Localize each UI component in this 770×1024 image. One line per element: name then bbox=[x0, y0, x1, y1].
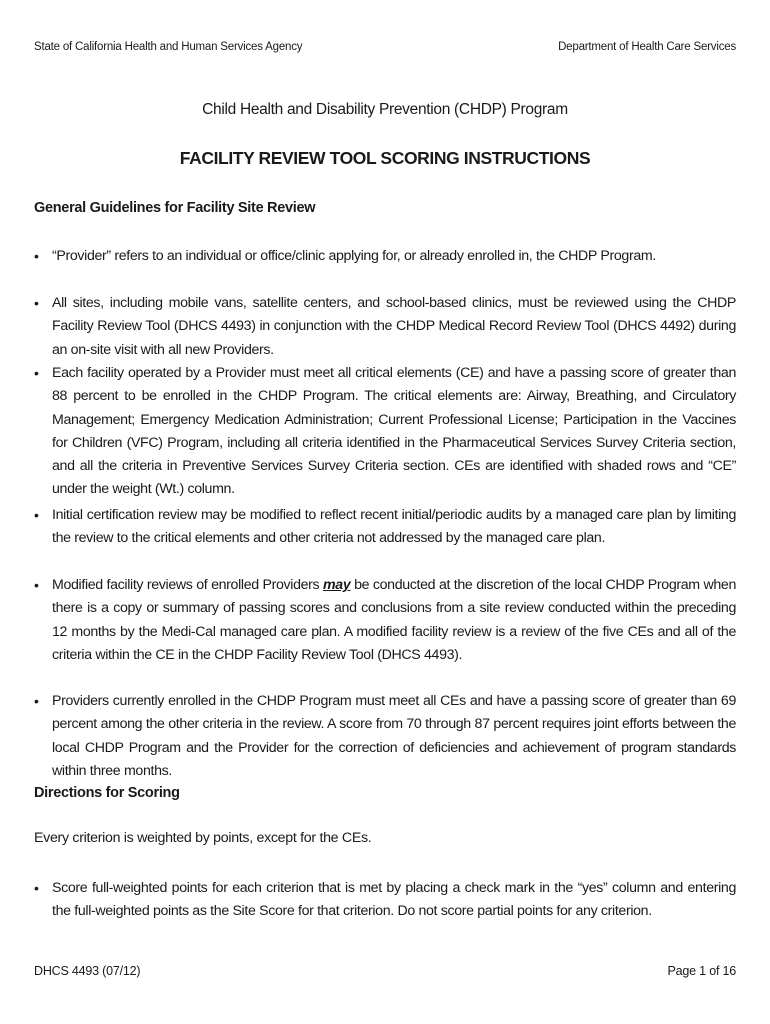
list-item-text: Each facility operated by a Provider must meet all critical elements (CE) and have a passing score of greater than 88 percent to be enrolled in the CHDP Program. The critical elements are: Airway, Breathing, and Circulatory Management; Emergency Medication Administration; Current Professional License; Participation in the Vaccines for Children (VFC) Program, including all criteria identified in the Pharmaceutical Services Survey Criteria section, and all the criteria in Preventive Services Survey Criteria section. CEs are identified with shaded rows and “CE” under the weight (Wt.) column. bbox=[52, 365, 736, 498]
list-item bbox=[34, 292, 736, 362]
department-name: Department of Health Care Services bbox=[558, 41, 736, 53]
list-item-text-before: Modified facility reviews of enrolled Providers bbox=[52, 577, 324, 593]
emphasis-may: may bbox=[323, 577, 351, 593]
list-item-text: All sites, including mobile vans, satellite centers, and school-based clinics, must be reviewed using the CHDP Facility Review Tool (DHCS 4493) in conjunction with the CHDP Medical Record Review Tool (DHCS 4492) during an on-site visit with all new Providers. bbox=[52, 295, 736, 358]
list-item bbox=[34, 504, 736, 551]
list-item-text: “Provider” refers to an individual or office/clinic applying for, or already enrolled in, the CHDP Program. bbox=[52, 248, 656, 264]
document-title: FACILITY REVIEW TOOL SCORING INSTRUCTIONS bbox=[179, 148, 591, 168]
list-item-text: Initial certification review may be modified to reflect recent initial/periodic audits by a managed care plan by limiting the review to the critical elements and other criteria not addressed by the managed care plan. bbox=[52, 507, 736, 547]
page-footer bbox=[34, 964, 736, 978]
list-item-text bbox=[52, 574, 736, 667]
scoring-intro: Every criterion is weighted by points, except for the CEs. bbox=[34, 830, 372, 846]
bullet-icon: • bbox=[34, 248, 39, 264]
list-item bbox=[34, 690, 736, 783]
list-item bbox=[34, 362, 736, 502]
bullet-icon: • bbox=[34, 880, 39, 896]
list-item-text-after: be conducted at the discretion of the local CHDP Program when there is a copy or summary of passing scores and conclusions from a site review conducted within the preceding 12 months by the Medi-Cal managed care plan. A modified facility review is a review of the five CEs and all of the criteria within the CE in the CHDP Facility Review Tool (DHCS 4493). bbox=[52, 577, 736, 663]
general-guidelines-heading: General Guidelines for Facility Site Review bbox=[34, 200, 316, 216]
list-item bbox=[34, 245, 736, 268]
directions-for-scoring-heading: Directions for Scoring bbox=[34, 785, 180, 801]
list-item-text: Providers currently enrolled in the CHDP Program must meet all CEs and have a passing score of greater than 69 percent among the other criteria in the review. A score from 70 through 87 percent requires joint efforts between the local CHDP Program and the Provider for the correction of deficiencies and achievement of program standards within three months. bbox=[52, 693, 736, 779]
page-number: Page 1 of 16 bbox=[667, 964, 736, 978]
list-item-text: Score full-weighted points for each criterion that is met by placing a check mark in the “yes” column and entering the full-weighted points as the Site Score for that criterion. Do not score partial points for any criterion. bbox=[52, 880, 736, 920]
bullet-icon: • bbox=[34, 577, 39, 593]
form-number: DHCS 4493 (07/12) bbox=[34, 964, 141, 978]
page-header bbox=[34, 41, 736, 53]
bullet-icon: • bbox=[34, 693, 39, 709]
list-item bbox=[34, 877, 736, 924]
list-item bbox=[34, 574, 736, 667]
bullet-icon: • bbox=[34, 365, 39, 381]
program-title: Child Health and Disability Prevention (CHDP) Program bbox=[202, 101, 568, 118]
bullet-icon: • bbox=[34, 507, 39, 523]
bullet-icon: • bbox=[34, 295, 39, 311]
agency-name: State of California Health and Human Services Agency bbox=[34, 41, 303, 53]
